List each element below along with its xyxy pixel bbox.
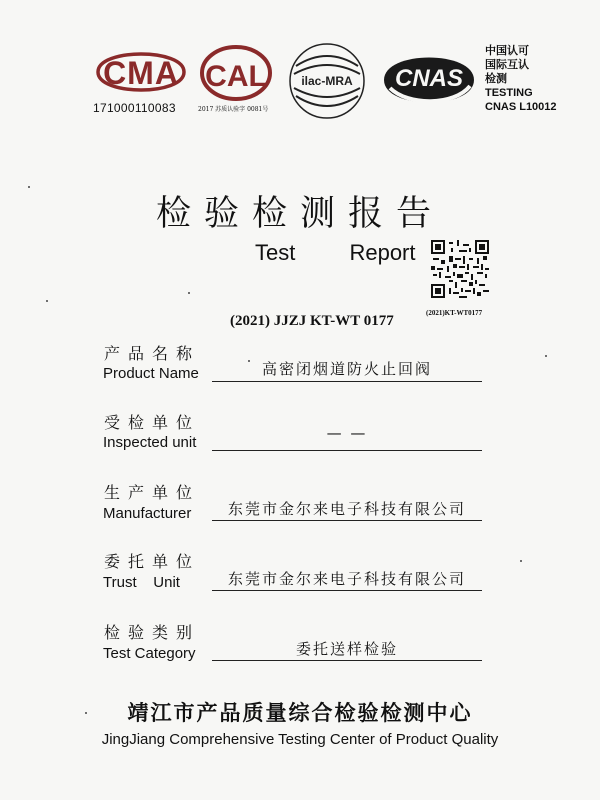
scan-speck: [520, 560, 522, 562]
scan-speck: [248, 360, 250, 362]
report-number-small: (2021)KT-WT0177: [426, 309, 483, 317]
field-label-chinese: 生产单位: [104, 483, 201, 502]
svg-text:CMA: CMA: [103, 55, 179, 91]
scan-speck: [85, 712, 87, 714]
organization-name-chinese: 靖江市产品质量综合检验检测中心: [127, 701, 473, 725]
report-title-english: Test Report: [255, 240, 416, 265]
field-label-english: Product Name: [103, 365, 199, 382]
field-underline: [212, 381, 482, 382]
cnas-info-line: 中国认可: [485, 45, 529, 57]
cma-number: 171000110083: [93, 101, 176, 115]
svg-text:CNAS: CNAS: [394, 65, 464, 92]
field-value: 东莞市金尔来电子科技有限公司: [227, 500, 466, 518]
scan-speck: [188, 292, 190, 294]
scan-speck: [545, 355, 547, 357]
field-label-chinese: 委托单位: [104, 552, 201, 571]
field-value: 东莞市金尔来电子科技有限公司: [227, 570, 466, 588]
svg-text:ilac-MRA: ilac-MRA: [301, 74, 353, 88]
cnas-info-line: TESTING: [485, 87, 533, 99]
field-label-chinese: 受检单位: [104, 413, 201, 432]
svg-text:CAL: CAL: [205, 60, 267, 93]
field-label-english: Manufacturer: [103, 505, 192, 522]
scan-speck: [46, 300, 48, 302]
field-value: 委托送样检验: [295, 640, 398, 658]
report-number: (2021) JJZJ KT-WT 0177: [230, 313, 394, 329]
cma-logo: [92, 44, 190, 100]
field-value: 高密闭烟道防火止回阀: [261, 360, 432, 378]
cnas-info-line: 国际互认: [485, 59, 529, 71]
cal-caption: 2017 苏质认验字 0081号: [198, 106, 269, 113]
cnas-accreditation-info: [485, 44, 590, 114]
cnas-info-line: 检测: [485, 73, 507, 85]
field-label-chinese: 检验类别: [104, 623, 201, 642]
report-title-chinese: 检验检测报告: [155, 194, 444, 234]
cal-logo: [196, 44, 276, 106]
field-label-chinese: 产品名称: [104, 344, 201, 363]
ilac-mra-logo: [286, 40, 368, 122]
field-underline: [212, 660, 482, 661]
field-label-english: Test Category: [103, 645, 196, 662]
field-label-english: Trust Unit: [103, 574, 180, 591]
field-value: — —: [326, 424, 368, 442]
cnas-logo: [378, 42, 480, 118]
field-underline: [212, 450, 482, 451]
qr-code-icon: [431, 240, 489, 302]
field-underline: [212, 590, 482, 591]
scan-speck: [28, 186, 30, 188]
field-underline: [212, 520, 482, 521]
field-label-english: Inspected unit: [103, 434, 197, 451]
organization-name-english: JingJiang Comprehensive Testing Center of Product Quality: [101, 731, 499, 748]
cnas-info-line: CNAS L10012: [485, 101, 557, 113]
